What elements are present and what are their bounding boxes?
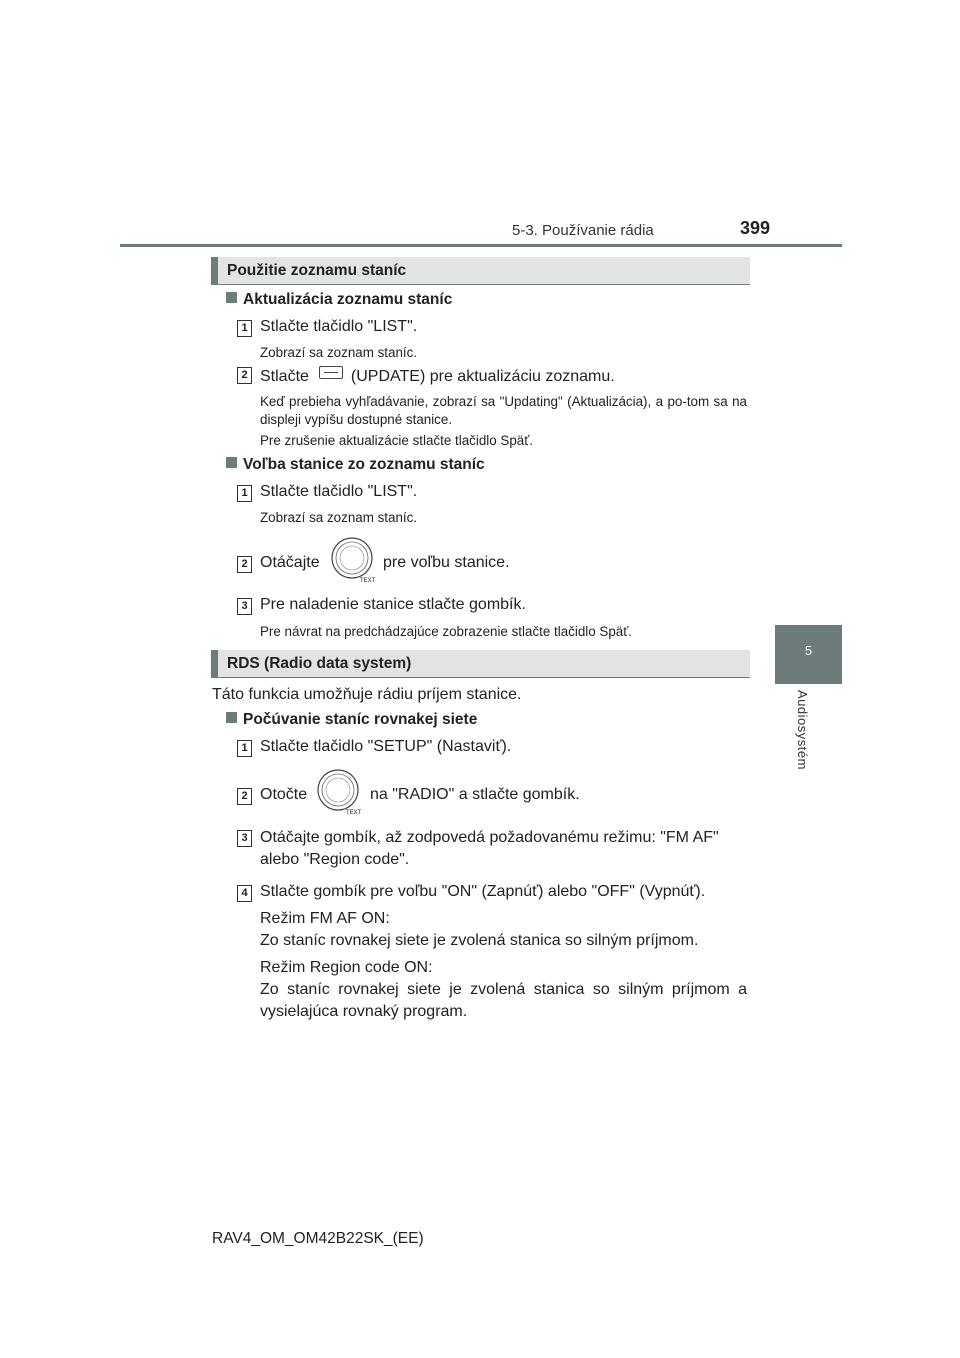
header-divider: [120, 244, 842, 247]
step-note: Zobrazí sa zoznam staníc.: [260, 345, 418, 360]
subheading-same-network: [226, 711, 477, 729]
subheading-select-station: [226, 456, 485, 474]
step-text-after: (UPDATE) pre aktualizáciu zoznamu.: [350, 368, 615, 385]
step-number-badge: 2: [237, 788, 252, 805]
tune-knob-icon: [329, 536, 377, 584]
step-number-badge: 1: [237, 485, 252, 502]
step-text: [260, 366, 615, 386]
section-heading-text: RDS (Radio data system): [227, 655, 412, 672]
page-number: 399: [740, 218, 771, 238]
document-code: RAV4_OM_OM42B22SK_(EE): [212, 1230, 424, 1247]
step-number-badge: 1: [237, 320, 252, 337]
mode-description: [260, 957, 747, 1023]
step-text-before: Otočte: [260, 786, 308, 803]
step-text: Stlačte tlačidlo "SETUP" (Nastaviť).: [260, 738, 512, 755]
step-number-badge: 3: [237, 598, 252, 615]
subheading-text: Počúvanie staníc rovnakej siete: [243, 711, 478, 728]
knob-label: TEXT: [346, 810, 362, 816]
section-heading-text: Použitie zoznamu staníc: [227, 262, 407, 279]
step-number-badge: 1: [237, 740, 252, 757]
knob-label: TEXT: [360, 578, 376, 584]
step-number-badge: 4: [237, 885, 252, 902]
step-text: Stlačte tlačidlo "LIST".: [260, 318, 418, 335]
step-number-badge: 2: [237, 367, 252, 384]
mode-description: [260, 908, 747, 952]
section-heading-station-list: [211, 257, 750, 285]
step-note: Keď prebieha vyhľadávanie, zobrazí sa "Updating" (Aktualizácia), a po-tom sa na displeji vypíšu dostupné stanice.: [260, 394, 747, 427]
step-text: Stlačte gombík pre voľbu "ON" (Zapnúť) alebo "OFF" (Vypnúť).: [260, 883, 706, 900]
step-note: Pre zrušenie aktualizácie stlačte tlačidlo Späť.: [260, 433, 533, 448]
square-bullet-icon: [226, 457, 237, 468]
intro-paragraph: Táto funkcia umožňuje rádiu príjem stanice.: [212, 686, 522, 703]
subheading-text: Aktualizácia zoznamu staníc: [243, 291, 453, 308]
mode-heading: Režim Region code ON:: [260, 959, 433, 976]
mode-heading: Režim FM AF ON:: [260, 910, 390, 927]
mode-body: Zo staníc rovnakej siete je zvolená stanica so silným príjmom a vysielajúca rovnaký program.: [260, 981, 747, 1020]
section-heading-rds: [211, 650, 750, 678]
step-text-before: Otáčajte: [260, 554, 320, 571]
subheading-update-list: [226, 291, 452, 309]
step-note: Pre návrat na predchádzajúce zobrazenie stlačte tlačidlo Späť.: [260, 624, 632, 639]
step-note: Zobrazí sa zoznam staníc.: [260, 510, 418, 525]
step-text: Pre naladenie stanice stlačte gombík.: [260, 596, 526, 613]
tune-knob-icon: [315, 768, 363, 816]
step-text: Otáčajte gombík, až zodpovedá požadovanému režimu: "FM AF" alebo "Region code".: [260, 829, 719, 868]
square-bullet-icon: [226, 292, 237, 303]
subheading-text: Voľba stanice zo zoznamu staníc: [243, 456, 485, 473]
step-text: Stlačte tlačidlo "LIST".: [260, 483, 418, 500]
mode-body: Zo staníc rovnakej siete je zvolená stanica so silným príjmom.: [260, 932, 699, 949]
chapter-number: 5: [804, 643, 813, 658]
chapter-tab: [775, 625, 842, 684]
step-text-before: Stlačte: [260, 368, 309, 385]
square-bullet-icon: [226, 712, 237, 723]
step-number-badge: 2: [237, 556, 252, 573]
step-text-after: pre voľbu stanice.: [383, 554, 510, 571]
step-text-after: na "RADIO" a stlačte gombík.: [370, 786, 580, 803]
update-button-icon: [319, 366, 343, 379]
step-number-badge: 3: [237, 830, 252, 847]
section-breadcrumb: 5-3. Používanie rádia: [512, 222, 654, 239]
chapter-title: Audiosystém: [795, 690, 810, 770]
